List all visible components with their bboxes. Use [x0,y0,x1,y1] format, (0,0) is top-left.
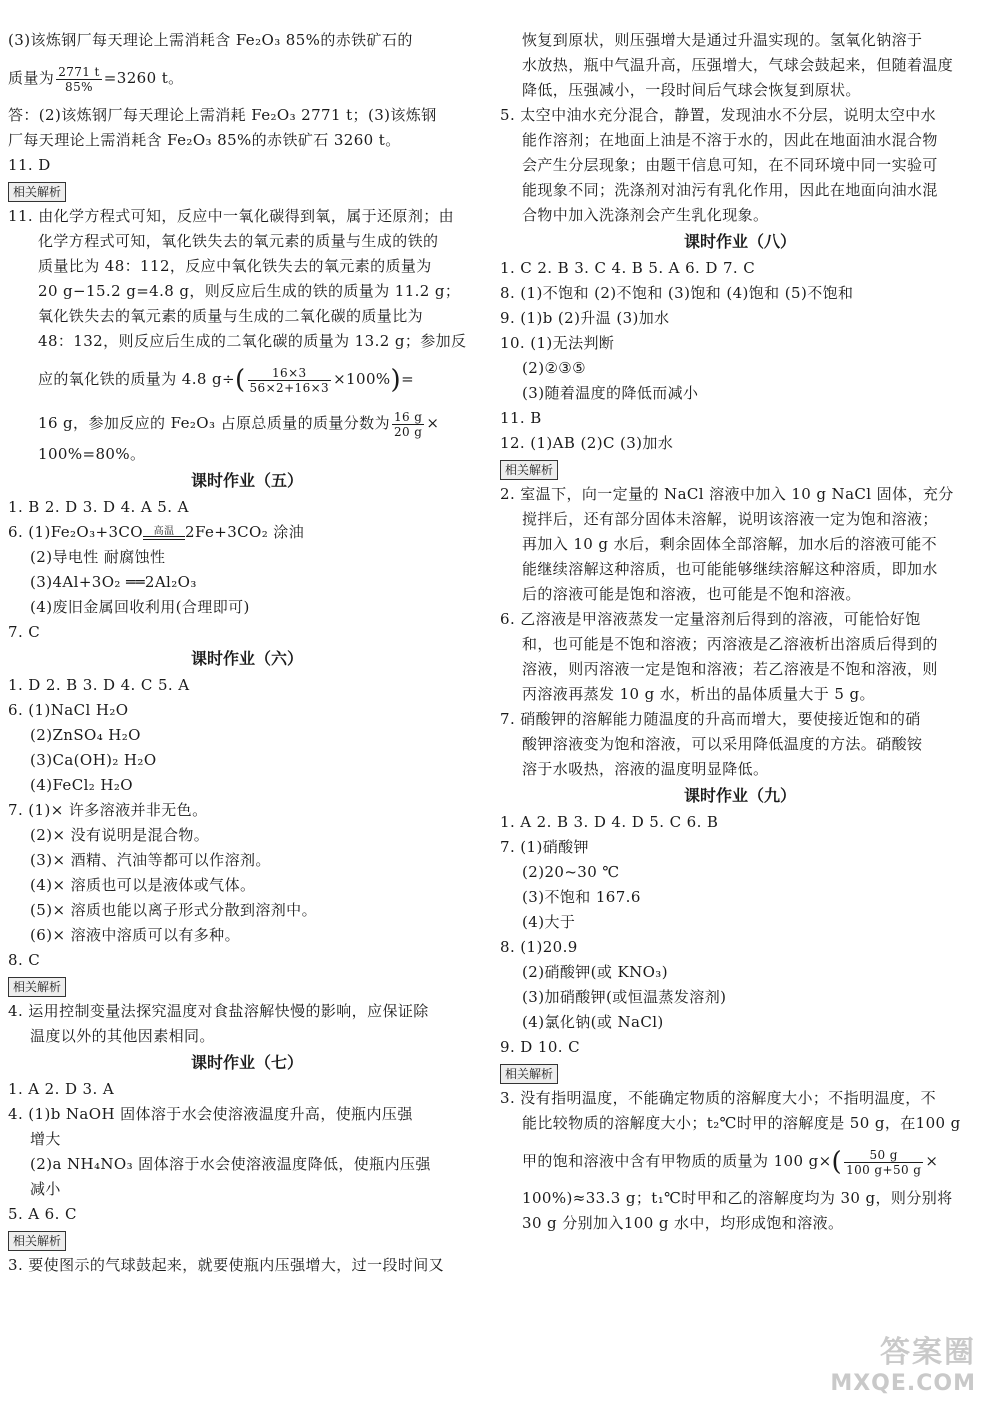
text-line: 减小 [30,1180,61,1198]
text-line: 3. 没有指明温度，不能确定物质的溶解度大小；不指明温度，不 [500,1089,937,1107]
text-line: 能继续溶解这种溶质，也可能能够继续溶解这种溶质，即加水 [522,560,938,578]
text-line: 水放热，瓶中气温升高，压强增大，气球会鼓起来，但随着温度 [522,56,954,74]
fraction-numerator: 16 g [393,409,423,424]
text-line: (2)ZnSO₄ H₂O [30,726,141,744]
text-line: 10. (1)无法判断 [500,334,615,352]
text-line-fraction [8,404,486,442]
fraction-numerator: 50 g [844,1148,923,1163]
fraction [844,1148,923,1177]
text-line: 20 g−15.2 g=4.8 g，则反应后生成的铁的质量为 11.2 g； [38,282,461,300]
paren-open: ( [234,365,246,395]
text-line: (2)硝酸钾(或 KNO₃) [522,963,668,981]
section-title: 课时作业（九） [683,786,796,805]
watermark-logo: 答案圈 [880,1335,976,1370]
text-line: 12. (1)AB (2)C (3)加水 [500,434,674,452]
analysis-badge-wrap [500,456,980,482]
fraction-denominator: 56×2+16×3 [249,380,330,395]
text-line: (4)氯化钠(或 NaCl) [522,1013,664,1031]
text-line: 增大 [30,1130,61,1148]
text-line: (2)a NH₄NO₃ 固体溶于水会使溶液温度降低，使瓶内压强 [30,1155,431,1173]
answer-line: 7. C [8,623,41,641]
text-line: 6. (1)NaCl H₂O [8,701,129,719]
text-line: (4)大于 [522,913,576,931]
analysis-badge: 相关解析 [8,1231,66,1251]
section-title: 课时作业（六） [190,649,303,668]
section-title: 课时作业（八） [683,232,796,251]
answer-line: 1. B 2. D 3. D 4. A 5. A [8,498,189,516]
text-line: 氧化铁失去的氧元素的质量与生成的二氧化碳的质量比为 [38,307,424,325]
text-line: (3)Ca(OH)₂ H₂O [30,751,157,769]
text-line-fraction [8,53,486,103]
answer-line: 11. B [500,409,542,427]
reaction-condition: 高温 [153,525,175,537]
text-line-fraction [500,1136,980,1186]
text-line: (4)FeCl₂ H₂O [30,776,133,794]
text-line: 酸钾溶液变为饱和溶液，可以采用降低温度的方法。硝酸铵 [522,735,923,753]
fraction-numerator: 16×3 [248,366,332,381]
text-line: 6. 乙溶液是甲溶液蒸发一定量溶剂后得到的溶液，可能恰好饱 [500,610,921,628]
text-span: × [426,414,440,432]
fraction-denominator: 100 g+50 g [846,1162,922,1177]
text-line: 7. (1)× 许多溶液并非无色。 [8,801,208,819]
analysis-badge-wrap [8,178,486,204]
text-line: 溶液，则丙溶液一定是饱和溶液；若乙溶液是不饱和溶液，则 [522,660,938,678]
text-line: 100%)≈33.3 g；t₁℃时甲和乙的溶解度均为 30 g，则分别将 [522,1189,953,1207]
answer-line: 8. C [8,951,41,969]
text-line: 和，也可能是不饱和溶液；丙溶液是乙溶液析出溶质后得到的 [522,635,938,653]
text-span: 16 g，参加反应的 Fe₂O₃ 占原总质量的质量分数为 [38,414,390,432]
paren-open: ( [831,1147,843,1177]
text-line: 温度以外的其他因素相同。 [30,1027,215,1045]
left-column [8,28,486,1278]
analysis-badge: 相关解析 [8,977,66,997]
text-line: 4. 运用控制变量法探究温度对食盐溶解快慢的影响，应保证除 [8,1002,429,1020]
text-line: 8. (1)20.9 [500,938,578,956]
text-span: 2Fe+3CO₂ 涂油 [185,523,305,541]
text-line: (2)导电性 耐腐蚀性 [30,548,166,566]
text-line: 8. (1)不饱和 (2)不饱和 (3)饱和 (4)饱和 (5)不饱和 [500,284,854,302]
text-span: 甲的饱和溶液中含有甲物质的质量为 100 g× [522,1152,832,1170]
text-line: 100%=80%。 [38,445,146,463]
text-span: = [401,370,415,388]
fraction [56,65,102,94]
section-title: 课时作业（七） [190,1053,303,1072]
text-line: 能作溶剂；在地面上油是不溶于水的，因此在地面油水混合物 [522,131,938,149]
text-line: (4)× 溶质也可以是液体或气体。 [30,876,256,894]
answer-line: 1. D 2. B 3. D 4. C 5. A [8,676,190,694]
text-line: (3)该炼钢厂每天理论上需消耗含 Fe₂O₃ 85%的赤铁矿石的 [8,31,413,49]
text-line: 溶于水吸热，溶液的温度明显降低。 [522,760,769,778]
text-line-fraction [8,354,486,404]
text-line: (6)× 溶液中溶质可以有多种。 [30,926,240,944]
text-line: (3)4Al+3O₂ ══2Al₂O₃ [30,573,197,591]
text-line: 降低，压强减小，一段时间后气球会恢复到原状。 [522,81,861,99]
text-line: (2)②③⑤ [522,359,586,377]
text-line: 能现象不同；洗涤剂对油污有乳化作用，因此在地面向油水混 [522,181,938,199]
answer-line: 1. A 2. B 3. D 4. D 5. C 6. B [500,813,719,831]
text-line: (3)× 酒精、汽油等都可以作溶剂。 [30,851,271,869]
text-line: 恢复到原状，则压强增大是通过升温实现的。氢氧化钠溶于 [522,31,923,49]
text-span: =3260 t。 [103,69,184,87]
answer-line: 1. A 2. D 3. A [8,1080,115,1098]
reaction-arrow [143,527,185,540]
analysis-badge: 相关解析 [8,182,66,202]
equation-line [8,520,486,545]
text-line: 11. 由化学方程式可知，反应中一氧化碳得到氧，属于还原剂；由 [8,207,455,225]
fraction-denominator: 20 g [393,424,423,439]
text-line: (5)× 溶质也能以离子形式分散到溶剂中。 [30,901,317,919]
text-span: 质量为 [8,69,55,87]
text-line: 3. 要使图示的气球鼓起来，就要使瓶内压强增大，过一段时间又 [8,1256,445,1274]
text-line: 答：(2)该炼钢厂每天理论上需消耗 Fe₂O₃ 2771 t；(3)该炼钢 [8,106,437,124]
text-line: (3)不饱和 167.6 [522,888,641,906]
text-line: 丙溶液再蒸发 10 g 水，析出的晶体质量大于 5 g。 [522,685,875,703]
text-line: 4. (1)b NaOH 固体溶于水会使溶液温度升高，使瓶内压强 [8,1105,413,1123]
analysis-badge: 相关解析 [500,460,558,480]
analysis-badge-wrap [8,973,486,999]
analysis-badge-wrap [8,1227,486,1253]
text-line: 7. (1)硝酸钾 [500,838,589,856]
text-line: 厂每天理论上需消耗含 Fe₂O₃ 85%的赤铁矿石 3260 t。 [8,131,401,149]
text-span: 应的氧化铁的质量为 4.8 g÷ [38,370,235,388]
fraction [392,410,424,439]
text-line: (3)随着温度的降低而减小 [522,384,699,402]
analysis-badge: 相关解析 [500,1064,558,1084]
text-line: 5. 太空中油水充分混合，静置，发现油水不分层，说明太空中水 [500,106,937,124]
text-span: 6. (1)Fe₂O₃+3CO [8,523,144,541]
text-line: 搅拌后，还有部分固体未溶解，说明该溶液一定为饱和溶液； [522,510,938,528]
text-line: 2. 室温下，向一定量的 NaCl 溶液中加入 10 g NaCl 固体，充分 [500,485,954,503]
text-line: 化学方程式可知，氧化铁失去的氧元素的质量与生成的铁的 [38,232,439,250]
text-line: (2)20~30 ℃ [522,863,620,881]
text-line: 再加入 10 g 水后，剩余固体全部溶解，加水后的溶液可能不 [522,535,937,553]
text-span: × [925,1152,939,1170]
text-line: (4)废旧金属回收利用(合理即可) [30,598,250,616]
text-line: 后的溶液可能是饱和溶液，也可能是不饱和溶液。 [522,585,861,603]
watermark-url: MXQE.COM [830,1371,976,1396]
answer-line: 1. C 2. B 3. C 4. B 5. A 6. D 7. C [500,259,756,277]
answer-line: 9. D 10. C [500,1038,580,1056]
text-span: ×100% [333,370,391,388]
text-line: 7. 硝酸钾的溶解能力随温度的升高而增大，要使接近饱和的硝 [500,710,921,728]
text-line: (2)× 没有说明是混合物。 [30,826,210,844]
fraction [248,366,332,395]
watermark [830,1327,976,1396]
answer-line: 11. D [8,156,51,174]
text-line: 30 g 分别加入100 g 水中，均形成饱和溶液。 [522,1214,844,1232]
text-line: 9. (1)b (2)升温 (3)加水 [500,309,670,327]
section-title: 课时作业（五） [190,471,303,490]
text-line: 质量比为 48：112，反应中氧化铁失去的氧元素的质量为 [38,257,432,275]
text-line: 合物中加入洗涤剂会产生乳化现象。 [522,206,769,224]
right-column [500,28,980,1236]
paren-close: ) [390,365,402,395]
answer-line: 5. A 6. C [8,1205,77,1223]
text-line: 会产生分层现象；由题干信息可知，在不同环境中同一实验可 [522,156,938,174]
analysis-badge-wrap [500,1060,980,1086]
text-line: 能比较物质的溶解度大小；t₂℃时甲的溶解度是 50 g，在100 g [522,1114,961,1132]
fraction-numerator: 2771 t [58,64,100,79]
fraction-denominator: 85% [65,79,93,94]
text-line: (3)加硝酸钾(或恒温蒸发溶剂) [522,988,727,1006]
text-line: 48：132，则反应后生成的二氧化碳的质量为 13.2 g；参加反 [38,332,467,350]
